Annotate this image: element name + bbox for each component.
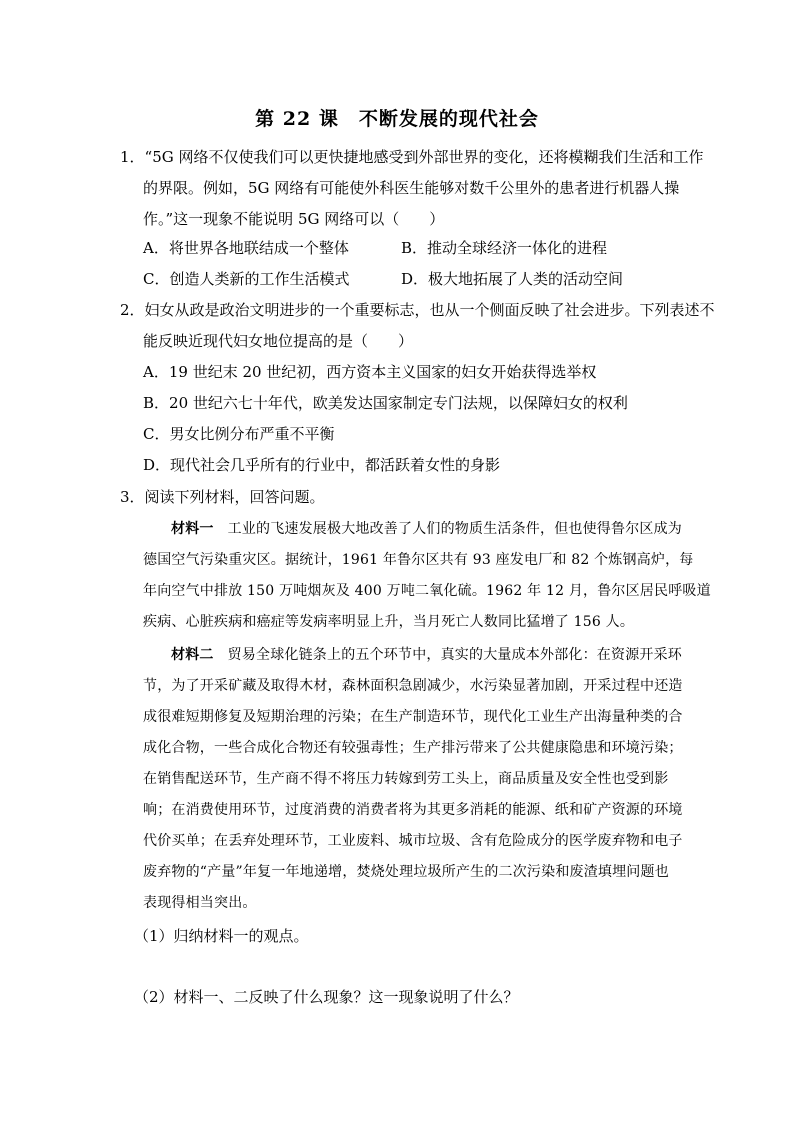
material-1-line-2: 德国空气污染重灾区。据统计，1961 年鲁尔区共有 93 座发电厂和 82 个炼钢高炉，每 (143, 552, 694, 568)
material-1-line-3: 年向空气中排放 150 万吨烟灰及 400 万吨二氧化硫。1962 年 12 月，鲁尔区居民呼吸道 (143, 583, 711, 599)
material-2-line-2: 节，为了开采矿藏及取得木材，森林面积急剧减少，水污染显著加剧，开采过程中还造 (143, 678, 683, 694)
material-1-label: 材料一 (171, 521, 214, 537)
material-2-line-6: 响；在消费使用环节，过度消费的消费者将为其更多消耗的能源、纸和矿产资源的环境 (143, 802, 683, 818)
q1-option-c: C．创造人类新的工作生活模式 (143, 270, 350, 288)
q1-stem-line-1: 1．“5G 网络不仅使我们可以更快捷地感受到外部世界的变化，还将模糊我们生活和工作 (120, 148, 704, 166)
q3-sub-question-1: （1）归纳材料一的观点。 (134, 927, 309, 945)
q2-stem-line-1: 2．妇女从政是政治文明进步的一个重要标志，也从一个侧面反映了社会进步。下列表述不 (120, 301, 715, 319)
page-title: 第 22 课 不断发展的现代社会 (255, 108, 539, 130)
material-2-line-4: 成化合物，一些合成化合物还有较强毒性；生产排污带来了公共健康隐患和环境污染； (143, 740, 683, 756)
q2-option-a: A．19 世纪末 20 世纪初，西方资本主义国家的妇女开始获得选举权 (143, 363, 597, 381)
q1-stem-line-2: 的界限。例如，5G 网络有可能使外科医生能够对数千公里外的患者进行机器人操 (143, 179, 680, 197)
material-2-line-8: 废弃物的“产量”年复一年地递增，焚烧处理垃圾所产生的二次污染和废渣填埋问题也 (143, 864, 669, 880)
material-2-line-7: 代价买单；在丢弃处理环节，工业废料、城市垃圾、含有危险成分的医学废弃物和电子 (143, 833, 683, 849)
material-2-label: 材料二 (171, 647, 214, 663)
q2-option-b: B．20 世纪六七十年代，欧美发达国家制定专门法规，以保障妇女的权利 (143, 394, 628, 412)
material-2-text-1: 贸易全球化链条上的五个环节中，真实的大量成本外部化：在资源开采环 (227, 647, 683, 663)
q1-option-a: A．将世界各地联结成一个整体 (143, 239, 349, 257)
q1-option-d: D．极大地拓展了人类的活动空间 (401, 270, 624, 288)
q1-option-b: B．推动全球经济一体化的进程 (401, 239, 608, 257)
q2-stem-line-2: 能反映近现代妇女地位提高的是（ ） (143, 332, 414, 350)
material-1-line-4: 疾病、心脏疾病和癌症等发病率明显上升，当月死亡人数同比猛增了 156 人。 (143, 614, 635, 630)
material-2-line-1 (143, 645, 682, 665)
q3-sub-question-2: （2）材料一、二反映了什么现象？这一现象说明了什么？ (134, 988, 519, 1006)
material-1-text-1: 工业的飞速发展极大地改善了人们的物质生活条件，但也使得鲁尔区成为 (227, 521, 683, 537)
material-2-line-3: 成很难短期修复及短期治理的污染；在生产制造环节，现代化工业生产出海量种类的合 (143, 709, 683, 725)
q2-option-c: C．男女比例分布严重不平衡 (143, 425, 335, 443)
q2-option-d: D．现代社会几乎所有的行业中，都活跃着女性的身影 (143, 456, 501, 474)
material-2-line-5: 在销售配送环节，生产商不得不将压力转嫁到劳工头上，商品质量及安全性也受到影 (143, 771, 669, 787)
q1-stem-line-3: 作。”这一现象不能说明 5G 网络可以（ ） (143, 210, 445, 228)
material-2-line-9: 表现得相当突出。 (143, 895, 257, 911)
q3-stem: 3．阅读下列材料，回答问题。 (120, 488, 325, 506)
material-1-line-1 (143, 519, 682, 539)
